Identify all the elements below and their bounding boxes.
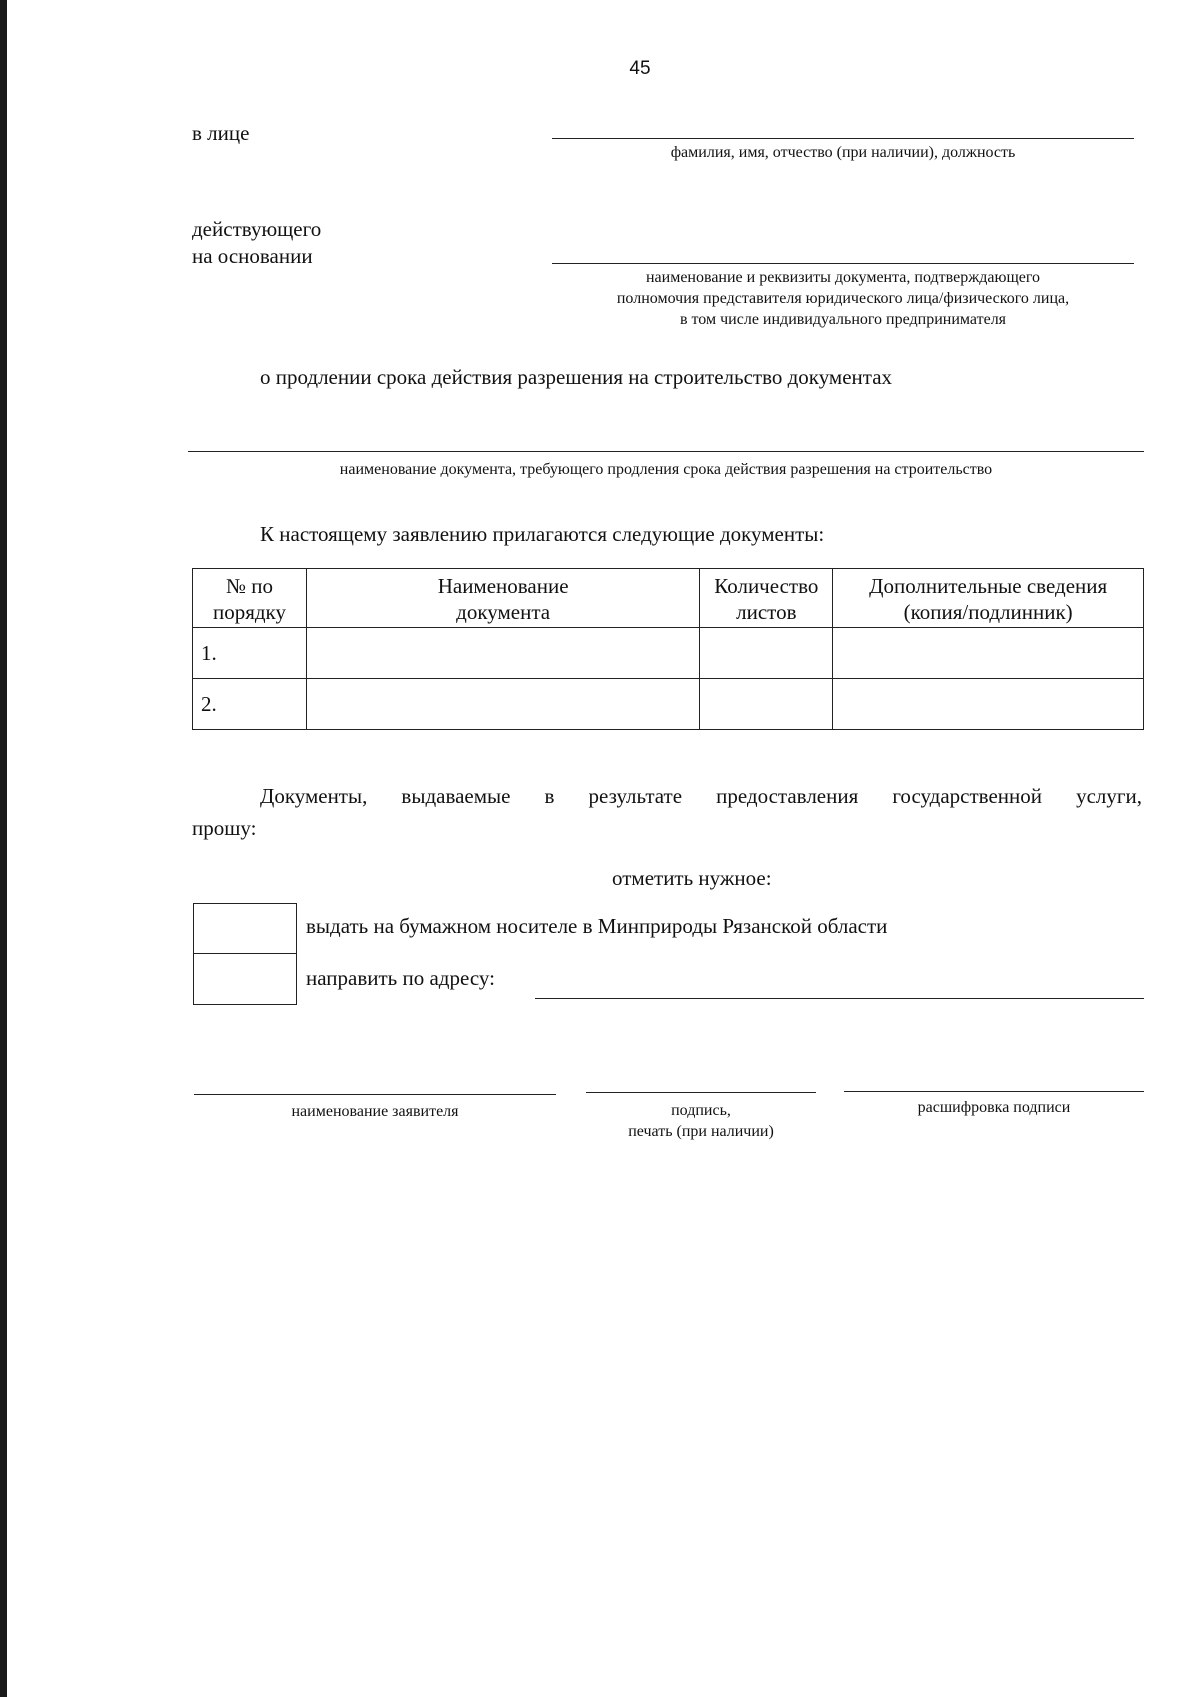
table-row: [193, 628, 1144, 679]
document-name-cell[interactable]: [306, 628, 699, 679]
header-sheet-count: Количество листов: [700, 569, 833, 628]
additional-info-cell[interactable]: [833, 628, 1144, 679]
address-line[interactable]: [535, 998, 1144, 999]
signature-caption-line1: подпись,: [671, 1102, 731, 1119]
basis-caption-line2: полномочия представителя юридического лица/физического лица,: [616, 290, 1070, 307]
basis-label-line1: действующего: [192, 217, 322, 241]
option-address-checkbox[interactable]: [193, 953, 297, 1005]
basis-caption: [530, 267, 1156, 330]
attachments-table: [192, 568, 1144, 730]
scan-edge: [0, 0, 7, 1697]
basis-line[interactable]: [552, 263, 1134, 264]
representative-line[interactable]: [552, 138, 1134, 139]
document-name-cell[interactable]: [306, 679, 699, 730]
signature-caption-line2: печать (при наличии): [628, 1123, 774, 1140]
table-row: [193, 679, 1144, 730]
representative-caption: фамилия, имя, отчество (при наличии), должность: [670, 144, 1016, 161]
applicant-caption: наименование заявителя: [291, 1103, 459, 1120]
table-header-row: [193, 569, 1144, 628]
row-number-cell: 1.: [193, 628, 307, 679]
decoding-caption: расшифровка подписи: [917, 1099, 1071, 1116]
basis-label-line2: на основании: [192, 244, 313, 268]
additional-info-cell[interactable]: [833, 679, 1144, 730]
option-paper-checkbox[interactable]: [193, 903, 297, 955]
header-order-number: № по порядку: [193, 569, 307, 628]
sheet-count-cell[interactable]: [700, 679, 833, 730]
representative-label: в лице: [192, 121, 250, 145]
delivery-paragraph-line1: Документы, выдаваемые в результате предоставления государственной услуги,: [260, 784, 1142, 808]
signature-caption: [576, 1100, 826, 1142]
header-additional-info: Дополнительные сведения (копия/подлинник): [833, 569, 1144, 628]
delivery-paragraph: [192, 780, 1142, 844]
decoding-line[interactable]: [844, 1091, 1144, 1092]
header-document-name: Наименование документа: [306, 569, 699, 628]
delivery-paragraph-line2: прошу:: [192, 816, 257, 840]
sheet-count-cell[interactable]: [700, 628, 833, 679]
attachments-intro: К настоящему заявлению прилагаются следующие документы:: [260, 522, 825, 546]
row-number-cell: 2.: [193, 679, 307, 730]
option-address-label: направить по адресу:: [306, 966, 495, 990]
basis-caption-line1: наименование и реквизиты документа, подтверждающего: [645, 269, 1041, 286]
subject-caption: наименование документа, требующего продления срока действия разрешения на строительство: [339, 461, 993, 478]
applicant-line[interactable]: [194, 1094, 556, 1095]
option-paper-label: выдать на бумажном носителе в Минприроды Рязанской области: [306, 914, 888, 938]
subject-heading: о продлении срока действия разрешения на строительство документах: [260, 365, 893, 389]
delivery-hint: отметить нужное:: [612, 866, 772, 890]
page-number: 45: [629, 58, 651, 79]
basis-caption-line3: в том числе индивидуального предпринимателя: [679, 311, 1007, 328]
subject-line[interactable]: [188, 451, 1144, 452]
signature-line[interactable]: [586, 1092, 816, 1093]
